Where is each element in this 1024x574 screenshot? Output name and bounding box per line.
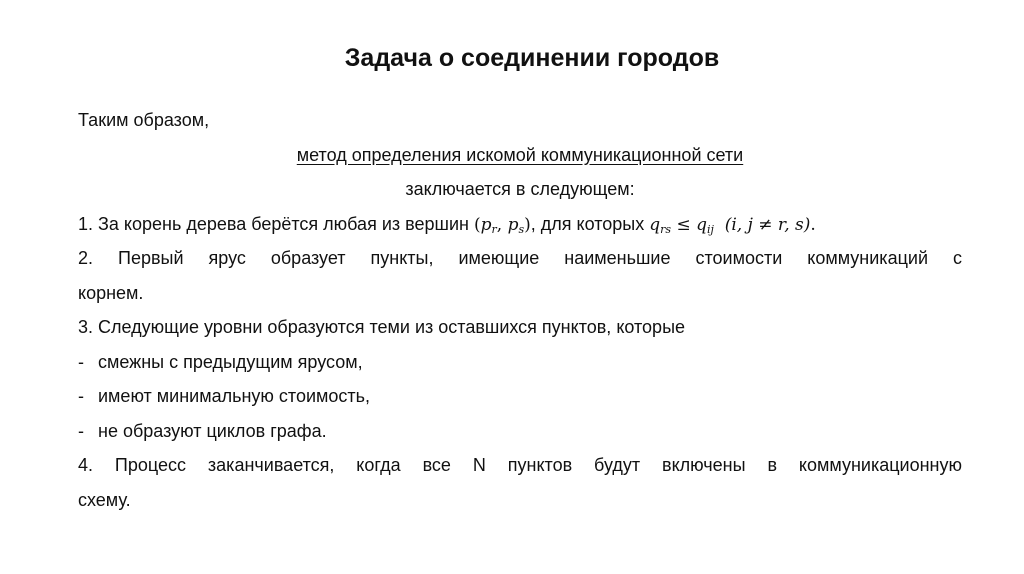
slide-title: Задача о соединении городов	[344, 44, 720, 72]
method-heading	[78, 138, 962, 173]
sub-r: r	[491, 222, 497, 236]
q-symbol: q	[649, 214, 661, 235]
slide-body	[78, 103, 962, 517]
cost-inequality-formula	[649, 215, 816, 235]
p-symbol-2: p	[507, 214, 519, 235]
bullet-text: имеют минимальную стоимость,	[98, 386, 371, 406]
intro-text: Таким образом,	[78, 110, 210, 130]
paren-close: )	[524, 214, 531, 235]
step-1-middle: , для которых	[530, 213, 645, 234]
leq-symbol: ≤	[676, 214, 691, 235]
bullet-text: не образуют циклов графа.	[98, 420, 327, 441]
bullet-item	[78, 379, 962, 414]
bullet-item	[78, 345, 962, 380]
method-underlined-text: метод определения искомой коммуникационной сети	[296, 144, 744, 165]
step-1	[78, 207, 962, 242]
bullet-item	[78, 414, 962, 449]
paren-open: (	[473, 214, 481, 235]
step-3: 3. Следующие уровни образуются теми из оставшихся пунктов, которые	[78, 317, 686, 337]
vertex-pair-formula	[474, 215, 531, 235]
step-4-line-2: схему.	[78, 489, 131, 510]
step-2-line-1: 2. Первый ярус образует пункты, имеющие наименьшие стоимости коммуникаций с	[78, 248, 962, 268]
comma-symbol: ,	[496, 214, 503, 235]
period-symbol: .	[810, 214, 816, 235]
bullet-dash: -	[78, 420, 84, 441]
p-symbol: p	[480, 214, 492, 235]
index-condition: (i, j ≠ r, s)	[724, 214, 811, 235]
sub-s: s	[518, 222, 525, 236]
sub-rs: rs	[660, 222, 672, 236]
consists-text: заключается в следующем:	[405, 179, 635, 199]
step-1-text: 1. За корень дерева берётся любая из вершин	[78, 213, 469, 234]
q-symbol-2: q	[696, 214, 707, 235]
bullet-dash: -	[78, 351, 84, 372]
bullet-text: смежны с предыдущим ярусом,	[98, 351, 363, 372]
bullet-dash: -	[78, 386, 84, 406]
step-2-line-2: корнем.	[78, 282, 144, 303]
step-4-line-1: 4. Процесс заканчивается, когда все N пунктов будут включены в коммуникационную	[78, 455, 962, 475]
sub-ij: ij	[706, 222, 714, 236]
